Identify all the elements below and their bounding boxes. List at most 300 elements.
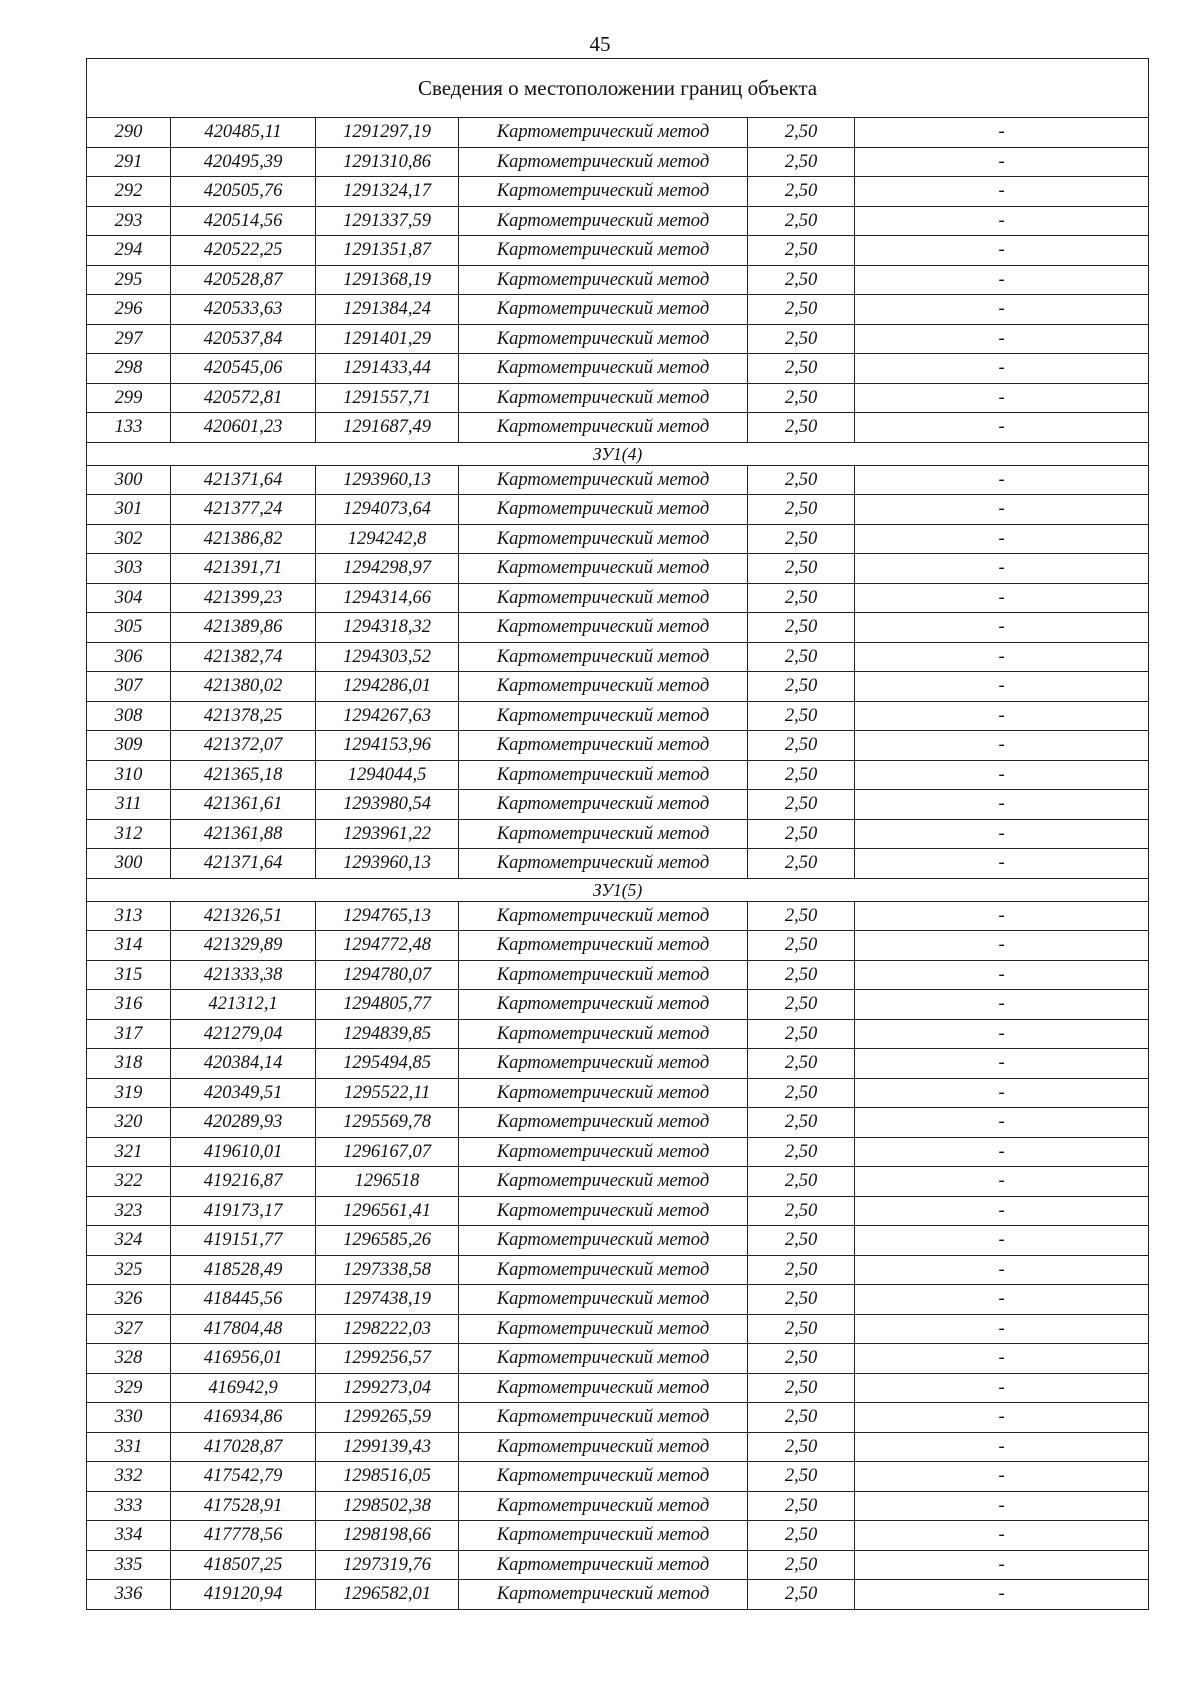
method-cell: Картометрический метод: [459, 1521, 748, 1551]
y-coordinate-cell: 1291384,24: [316, 295, 459, 325]
point-number-cell: 305: [87, 613, 171, 643]
accuracy-cell: 2,50: [748, 1167, 855, 1197]
table-row: [87, 931, 1149, 961]
point-number-cell: 303: [87, 554, 171, 584]
y-coordinate-cell: 1296561,41: [316, 1196, 459, 1226]
point-number-cell: 294: [87, 236, 171, 266]
x-coordinate-cell: 419151,77: [171, 1226, 316, 1256]
accuracy-cell: 2,50: [748, 642, 855, 672]
table-title-row: [87, 59, 1149, 118]
method-cell: Картометрический метод: [459, 1550, 748, 1580]
description-cell: -: [855, 554, 1149, 584]
description-cell: -: [855, 1491, 1149, 1521]
description-cell: -: [855, 1226, 1149, 1256]
description-cell: -: [855, 1373, 1149, 1403]
accuracy-cell: 2,50: [748, 1285, 855, 1315]
method-cell: Картометрический метод: [459, 1078, 748, 1108]
description-cell: -: [855, 701, 1149, 731]
point-number-cell: 336: [87, 1580, 171, 1610]
x-coordinate-cell: 420505,76: [171, 177, 316, 207]
x-coordinate-cell: 419610,01: [171, 1137, 316, 1167]
y-coordinate-cell: 1293960,13: [316, 465, 459, 495]
y-coordinate-cell: 1293961,22: [316, 819, 459, 849]
method-cell: Картометрический метод: [459, 672, 748, 702]
method-cell: Картометрический метод: [459, 1403, 748, 1433]
description-cell: -: [855, 1255, 1149, 1285]
description-cell: -: [855, 1314, 1149, 1344]
description-cell: -: [855, 613, 1149, 643]
point-number-cell: 331: [87, 1432, 171, 1462]
point-number-cell: 310: [87, 760, 171, 790]
y-coordinate-cell: 1296167,07: [316, 1137, 459, 1167]
accuracy-cell: 2,50: [748, 177, 855, 207]
method-cell: Картометрический метод: [459, 1314, 748, 1344]
method-cell: Картометрический метод: [459, 147, 748, 177]
table-row: [87, 849, 1149, 879]
table-row: [87, 613, 1149, 643]
point-number-cell: 328: [87, 1344, 171, 1374]
y-coordinate-cell: 1294318,32: [316, 613, 459, 643]
table-row: [87, 383, 1149, 413]
x-coordinate-cell: 420522,25: [171, 236, 316, 266]
x-coordinate-cell: 417778,56: [171, 1521, 316, 1551]
accuracy-cell: 2,50: [748, 1019, 855, 1049]
y-coordinate-cell: 1299139,43: [316, 1432, 459, 1462]
table-row: [87, 1078, 1149, 1108]
method-cell: Картометрический метод: [459, 265, 748, 295]
x-coordinate-cell: 421380,02: [171, 672, 316, 702]
accuracy-cell: 2,50: [748, 1049, 855, 1079]
x-coordinate-cell: 420485,11: [171, 118, 316, 148]
section-header-row: [87, 878, 1149, 901]
method-cell: Картометрический метод: [459, 1432, 748, 1462]
y-coordinate-cell: 1291433,44: [316, 354, 459, 384]
table-row: [87, 495, 1149, 525]
section-label: ЗУ1(5): [87, 878, 1149, 901]
y-coordinate-cell: 1298222,03: [316, 1314, 459, 1344]
accuracy-cell: 2,50: [748, 1078, 855, 1108]
x-coordinate-cell: 421333,38: [171, 960, 316, 990]
description-cell: -: [855, 1285, 1149, 1315]
accuracy-cell: 2,50: [748, 465, 855, 495]
method-cell: Картометрический метод: [459, 383, 748, 413]
y-coordinate-cell: 1293980,54: [316, 790, 459, 820]
table-row: [87, 990, 1149, 1020]
y-coordinate-cell: 1294780,07: [316, 960, 459, 990]
description-cell: -: [855, 1521, 1149, 1551]
x-coordinate-cell: 421378,25: [171, 701, 316, 731]
method-cell: Картометрический метод: [459, 1226, 748, 1256]
section-label: ЗУ1(4): [87, 442, 1149, 465]
x-coordinate-cell: 416942,9: [171, 1373, 316, 1403]
method-cell: Картометрический метод: [459, 1049, 748, 1079]
table-row: [87, 790, 1149, 820]
x-coordinate-cell: 421371,64: [171, 849, 316, 879]
x-coordinate-cell: 417528,91: [171, 1491, 316, 1521]
point-number-cell: 315: [87, 960, 171, 990]
table-row: [87, 901, 1149, 931]
y-coordinate-cell: 1294303,52: [316, 642, 459, 672]
x-coordinate-cell: 418528,49: [171, 1255, 316, 1285]
x-coordinate-cell: 421377,24: [171, 495, 316, 525]
method-cell: Картометрический метод: [459, 960, 748, 990]
table-row: [87, 960, 1149, 990]
table-row: [87, 701, 1149, 731]
table-row: [87, 1550, 1149, 1580]
method-cell: Картометрический метод: [459, 1373, 748, 1403]
x-coordinate-cell: 419216,87: [171, 1167, 316, 1197]
accuracy-cell: 2,50: [748, 383, 855, 413]
point-number-cell: 308: [87, 701, 171, 731]
x-coordinate-cell: 421371,64: [171, 465, 316, 495]
point-number-cell: 320: [87, 1108, 171, 1138]
y-coordinate-cell: 1298198,66: [316, 1521, 459, 1551]
boundary-table: [86, 58, 1149, 1610]
description-cell: -: [855, 1049, 1149, 1079]
table-row: [87, 1108, 1149, 1138]
table-row: [87, 1462, 1149, 1492]
method-cell: Картометрический метод: [459, 849, 748, 879]
point-number-cell: 324: [87, 1226, 171, 1256]
method-cell: Картометрический метод: [459, 1462, 748, 1492]
x-coordinate-cell: 421391,71: [171, 554, 316, 584]
accuracy-cell: 2,50: [748, 1314, 855, 1344]
description-cell: -: [855, 819, 1149, 849]
point-number-cell: 295: [87, 265, 171, 295]
x-coordinate-cell: 421361,88: [171, 819, 316, 849]
description-cell: -: [855, 760, 1149, 790]
table-row: [87, 760, 1149, 790]
y-coordinate-cell: 1298502,38: [316, 1491, 459, 1521]
table-row: [87, 118, 1149, 148]
description-cell: -: [855, 1550, 1149, 1580]
x-coordinate-cell: 418507,25: [171, 1550, 316, 1580]
y-coordinate-cell: 1299256,57: [316, 1344, 459, 1374]
x-coordinate-cell: 421386,82: [171, 524, 316, 554]
y-coordinate-cell: 1294839,85: [316, 1019, 459, 1049]
description-cell: -: [855, 1196, 1149, 1226]
method-cell: Картометрический метод: [459, 1167, 748, 1197]
table-row: [87, 554, 1149, 584]
point-number-cell: 312: [87, 819, 171, 849]
point-number-cell: 301: [87, 495, 171, 525]
method-cell: Картометрический метод: [459, 731, 748, 761]
accuracy-cell: 2,50: [748, 413, 855, 443]
x-coordinate-cell: 420349,51: [171, 1078, 316, 1108]
description-cell: -: [855, 1462, 1149, 1492]
table-row: [87, 177, 1149, 207]
point-number-cell: 307: [87, 672, 171, 702]
y-coordinate-cell: 1291337,59: [316, 206, 459, 236]
y-coordinate-cell: 1294044,5: [316, 760, 459, 790]
method-cell: Картометрический метод: [459, 1108, 748, 1138]
x-coordinate-cell: 421361,61: [171, 790, 316, 820]
x-coordinate-cell: 417804,48: [171, 1314, 316, 1344]
y-coordinate-cell: 1295569,78: [316, 1108, 459, 1138]
accuracy-cell: 2,50: [748, 931, 855, 961]
table-row: [87, 206, 1149, 236]
point-number-cell: 292: [87, 177, 171, 207]
point-number-cell: 309: [87, 731, 171, 761]
table-row: [87, 1285, 1149, 1315]
accuracy-cell: 2,50: [748, 760, 855, 790]
method-cell: Картометрический метод: [459, 1344, 748, 1374]
description-cell: -: [855, 1403, 1149, 1433]
x-coordinate-cell: 420572,81: [171, 383, 316, 413]
description-cell: -: [855, 731, 1149, 761]
accuracy-cell: 2,50: [748, 1108, 855, 1138]
accuracy-cell: 2,50: [748, 354, 855, 384]
x-coordinate-cell: 421389,86: [171, 613, 316, 643]
method-cell: Картометрический метод: [459, 524, 748, 554]
x-coordinate-cell: 416934,86: [171, 1403, 316, 1433]
description-cell: -: [855, 295, 1149, 325]
accuracy-cell: 2,50: [748, 495, 855, 525]
y-coordinate-cell: 1297319,76: [316, 1550, 459, 1580]
description-cell: -: [855, 901, 1149, 931]
y-coordinate-cell: 1294242,8: [316, 524, 459, 554]
point-number-cell: 300: [87, 465, 171, 495]
description-cell: -: [855, 147, 1149, 177]
accuracy-cell: 2,50: [748, 672, 855, 702]
point-number-cell: 306: [87, 642, 171, 672]
y-coordinate-cell: 1291401,29: [316, 324, 459, 354]
point-number-cell: 333: [87, 1491, 171, 1521]
table-row: [87, 465, 1149, 495]
y-coordinate-cell: 1294267,63: [316, 701, 459, 731]
table-row: [87, 1314, 1149, 1344]
method-cell: Картометрический метод: [459, 118, 748, 148]
point-number-cell: 290: [87, 118, 171, 148]
y-coordinate-cell: 1291351,87: [316, 236, 459, 266]
x-coordinate-cell: 421372,07: [171, 731, 316, 761]
point-number-cell: 327: [87, 1314, 171, 1344]
description-cell: -: [855, 1019, 1149, 1049]
accuracy-cell: 2,50: [748, 1255, 855, 1285]
x-coordinate-cell: 419173,17: [171, 1196, 316, 1226]
point-number-cell: 317: [87, 1019, 171, 1049]
method-cell: Картометрический метод: [459, 583, 748, 613]
accuracy-cell: 2,50: [748, 1137, 855, 1167]
table-row: [87, 413, 1149, 443]
accuracy-cell: 2,50: [748, 1580, 855, 1610]
table-row: [87, 1432, 1149, 1462]
method-cell: Картометрический метод: [459, 354, 748, 384]
method-cell: Картометрический метод: [459, 1491, 748, 1521]
description-cell: -: [855, 524, 1149, 554]
accuracy-cell: 2,50: [748, 613, 855, 643]
point-number-cell: 304: [87, 583, 171, 613]
x-coordinate-cell: 420545,06: [171, 354, 316, 384]
table-row: [87, 1167, 1149, 1197]
point-number-cell: 329: [87, 1373, 171, 1403]
table-row: [87, 1521, 1149, 1551]
accuracy-cell: 2,50: [748, 990, 855, 1020]
y-coordinate-cell: 1297338,58: [316, 1255, 459, 1285]
table-row: [87, 1019, 1149, 1049]
method-cell: Картометрический метод: [459, 642, 748, 672]
x-coordinate-cell: 420601,23: [171, 413, 316, 443]
y-coordinate-cell: 1298516,05: [316, 1462, 459, 1492]
accuracy-cell: 2,50: [748, 1403, 855, 1433]
accuracy-cell: 2,50: [748, 206, 855, 236]
table-row: [87, 1226, 1149, 1256]
accuracy-cell: 2,50: [748, 324, 855, 354]
accuracy-cell: 2,50: [748, 901, 855, 931]
description-cell: -: [855, 324, 1149, 354]
x-coordinate-cell: 418445,56: [171, 1285, 316, 1315]
accuracy-cell: 2,50: [748, 1491, 855, 1521]
x-coordinate-cell: 421329,89: [171, 931, 316, 961]
accuracy-cell: 2,50: [748, 1196, 855, 1226]
x-coordinate-cell: 416956,01: [171, 1344, 316, 1374]
x-coordinate-cell: 420289,93: [171, 1108, 316, 1138]
table-row: [87, 1491, 1149, 1521]
description-cell: -: [855, 1167, 1149, 1197]
method-cell: Картометрический метод: [459, 1580, 748, 1610]
y-coordinate-cell: 1299273,04: [316, 1373, 459, 1403]
x-coordinate-cell: 421279,04: [171, 1019, 316, 1049]
y-coordinate-cell: 1294314,66: [316, 583, 459, 613]
x-coordinate-cell: 419120,94: [171, 1580, 316, 1610]
y-coordinate-cell: 1296518: [316, 1167, 459, 1197]
method-cell: Картометрический метод: [459, 819, 748, 849]
y-coordinate-cell: 1291368,19: [316, 265, 459, 295]
accuracy-cell: 2,50: [748, 295, 855, 325]
description-cell: -: [855, 413, 1149, 443]
point-number-cell: 296: [87, 295, 171, 325]
method-cell: Картометрический метод: [459, 177, 748, 207]
point-number-cell: 321: [87, 1137, 171, 1167]
method-cell: Картометрический метод: [459, 931, 748, 961]
method-cell: Картометрический метод: [459, 413, 748, 443]
accuracy-cell: 2,50: [748, 819, 855, 849]
description-cell: -: [855, 990, 1149, 1020]
table-row: [87, 642, 1149, 672]
description-cell: -: [855, 177, 1149, 207]
y-coordinate-cell: 1297438,19: [316, 1285, 459, 1315]
method-cell: Картометрический метод: [459, 701, 748, 731]
description-cell: -: [855, 583, 1149, 613]
point-number-cell: 330: [87, 1403, 171, 1433]
accuracy-cell: 2,50: [748, 731, 855, 761]
point-number-cell: 332: [87, 1462, 171, 1492]
table-row: [87, 354, 1149, 384]
point-number-cell: 335: [87, 1550, 171, 1580]
accuracy-cell: 2,50: [748, 1550, 855, 1580]
table-row: [87, 819, 1149, 849]
y-coordinate-cell: 1291297,19: [316, 118, 459, 148]
y-coordinate-cell: 1294765,13: [316, 901, 459, 931]
page-number: 45: [589, 32, 611, 56]
method-cell: Картометрический метод: [459, 465, 748, 495]
table-row: [87, 295, 1149, 325]
y-coordinate-cell: 1299265,59: [316, 1403, 459, 1433]
description-cell: -: [855, 642, 1149, 672]
table-row: [87, 1403, 1149, 1433]
accuracy-cell: 2,50: [748, 849, 855, 879]
point-number-cell: 334: [87, 1521, 171, 1551]
description-cell: -: [855, 118, 1149, 148]
x-coordinate-cell: 421326,51: [171, 901, 316, 931]
y-coordinate-cell: 1291687,49: [316, 413, 459, 443]
x-coordinate-cell: 421382,74: [171, 642, 316, 672]
y-coordinate-cell: 1291310,86: [316, 147, 459, 177]
table-row: [87, 583, 1149, 613]
x-coordinate-cell: 421365,18: [171, 760, 316, 790]
accuracy-cell: 2,50: [748, 1373, 855, 1403]
table-row: [87, 147, 1149, 177]
accuracy-cell: 2,50: [748, 236, 855, 266]
description-cell: -: [855, 1137, 1149, 1167]
y-coordinate-cell: 1294073,64: [316, 495, 459, 525]
y-coordinate-cell: 1296585,26: [316, 1226, 459, 1256]
accuracy-cell: 2,50: [748, 147, 855, 177]
accuracy-cell: 2,50: [748, 554, 855, 584]
table-row: [87, 1049, 1149, 1079]
accuracy-cell: 2,50: [748, 960, 855, 990]
y-coordinate-cell: 1291324,17: [316, 177, 459, 207]
x-coordinate-cell: 417542,79: [171, 1462, 316, 1492]
description-cell: -: [855, 1344, 1149, 1374]
point-number-cell: 319: [87, 1078, 171, 1108]
x-coordinate-cell: 420528,87: [171, 265, 316, 295]
table-row: [87, 324, 1149, 354]
point-number-cell: 133: [87, 413, 171, 443]
accuracy-cell: 2,50: [748, 583, 855, 613]
y-coordinate-cell: 1294298,97: [316, 554, 459, 584]
method-cell: Картометрический метод: [459, 760, 748, 790]
x-coordinate-cell: 420533,63: [171, 295, 316, 325]
x-coordinate-cell: 420495,39: [171, 147, 316, 177]
description-cell: -: [855, 265, 1149, 295]
accuracy-cell: 2,50: [748, 118, 855, 148]
description-cell: -: [855, 465, 1149, 495]
y-coordinate-cell: 1293960,13: [316, 849, 459, 879]
method-cell: Картометрический метод: [459, 495, 748, 525]
table-row: [87, 1344, 1149, 1374]
table-row: [87, 265, 1149, 295]
point-number-cell: 313: [87, 901, 171, 931]
table-row: [87, 524, 1149, 554]
x-coordinate-cell: 417028,87: [171, 1432, 316, 1462]
point-number-cell: 302: [87, 524, 171, 554]
table-row: [87, 1196, 1149, 1226]
description-cell: -: [855, 1580, 1149, 1610]
table-row: [87, 1580, 1149, 1610]
table-row: [87, 1137, 1149, 1167]
point-number-cell: 326: [87, 1285, 171, 1315]
method-cell: Картометрический метод: [459, 613, 748, 643]
point-number-cell: 298: [87, 354, 171, 384]
method-cell: Картометрический метод: [459, 324, 748, 354]
section-header-row: [87, 442, 1149, 465]
description-cell: -: [855, 495, 1149, 525]
description-cell: -: [855, 1108, 1149, 1138]
description-cell: -: [855, 206, 1149, 236]
accuracy-cell: 2,50: [748, 701, 855, 731]
y-coordinate-cell: 1294286,01: [316, 672, 459, 702]
accuracy-cell: 2,50: [748, 1521, 855, 1551]
description-cell: -: [855, 960, 1149, 990]
accuracy-cell: 2,50: [748, 1432, 855, 1462]
method-cell: Картометрический метод: [459, 1255, 748, 1285]
x-coordinate-cell: 420514,56: [171, 206, 316, 236]
method-cell: Картометрический метод: [459, 1019, 748, 1049]
point-number-cell: 299: [87, 383, 171, 413]
point-number-cell: 297: [87, 324, 171, 354]
table-row: [87, 672, 1149, 702]
